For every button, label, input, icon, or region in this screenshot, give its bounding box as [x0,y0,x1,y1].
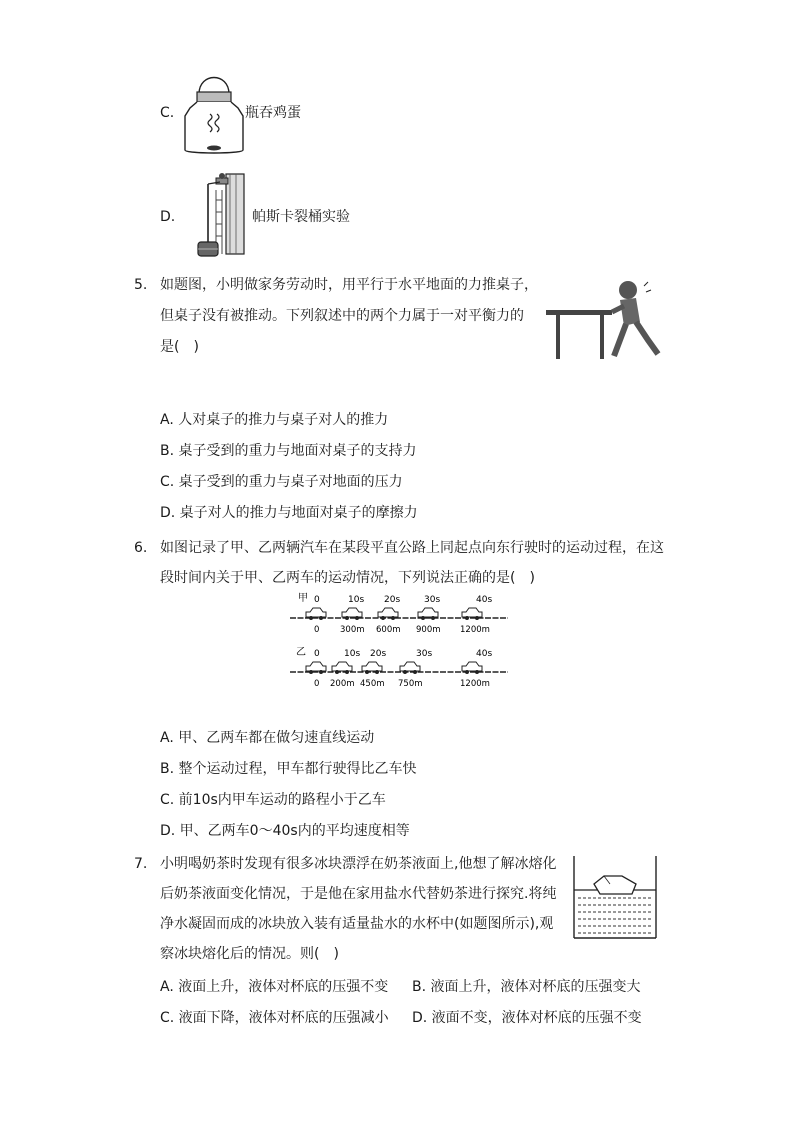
question-5-option-c[interactable]: C. 桌子受到的重力与桌子对地面的压力 [160,474,403,490]
car-b-distance-label: 750m [398,679,423,689]
question-7-option-c[interactable]: C. 液面下降，液体对杯底的压强减小 [160,1010,389,1026]
question-7-line-1: 小明喝奶茶时发现有很多冰块漂浮在奶茶液面上,他想了解冰熔化 [160,856,557,872]
question-6-line-2: 段时间内关于甲、乙两车的运动情况，下列说法正确的是( ) [160,570,535,586]
car-b-time-label: 40s [476,649,493,659]
question-6-option-a[interactable]: A. 甲、乙两车都在做匀速直线运动 [160,730,375,746]
jar-egg-illustration [180,64,248,158]
car-b-distance-label: 200m [330,679,355,689]
question-6-line-1: 如图记录了甲、乙两辆汽车在某段平直公路上同起点向东行驶时的运动过程，在这 [160,540,664,556]
question-7-number: 7. [134,856,148,872]
car-b-distance-label: 450m [360,679,385,689]
car-a-label: 甲 [298,593,308,604]
pascal-barrel-illustration [186,170,248,258]
question-5-line-2: 但桌子没有被推动。下列叙述中的两个力属于一对平衡力的 [160,308,524,324]
car-b-label: 乙 [296,647,306,658]
option-c-caption: 瓶吞鸡蛋 [245,105,301,121]
car-a-distance-label: 0 [314,625,320,635]
car-a-distance-label: 900m [416,625,441,635]
question-5-option-d[interactable]: D. 桌子对人的推力与地面对桌子的摩擦力 [160,505,418,521]
question-6-number: 6. [134,540,148,556]
question-6-option-d[interactable]: D. 甲、乙两车0～40s内的平均速度相等 [160,823,410,839]
car-b-distance-label: 1200m [460,679,490,689]
question-5-option-b[interactable]: B. 桌子受到的重力与地面对桌子的支持力 [160,443,417,459]
ice-cup-illustration [570,854,660,940]
question-7-line-3: 净水凝固而成的冰块放入装有适量盐水的水杯中(如题图所示),观 [160,916,554,932]
question-5-number: 5. [134,277,148,293]
question-6-option-b[interactable]: B. 整个运动过程，甲车都行驶得比乙车快 [160,761,417,777]
car-b-distance-label: 0 [314,679,320,689]
option-d-letter: D. [160,209,176,225]
car-a-distance-label: 600m [376,625,401,635]
car-a-distance-label: 1200m [460,625,490,635]
car-b-time-label: 20s [370,649,387,659]
question-7-option-b[interactable]: B. 液面上升，液体对杯底的压强变大 [412,979,641,995]
car-b-time-label: 30s [416,649,433,659]
car-a-time-label: 40s [476,595,493,605]
question-5-line-1: 如题图，小明做家务劳动时，用平行于水平地面的力推桌子， [160,277,538,293]
car-a-distance-label: 300m [340,625,365,635]
car-b-time-label: 10s [344,649,361,659]
option-c-letter: C. [160,105,175,121]
question-5-option-a[interactable]: A. 人对桌子的推力与桌子对人的推力 [160,412,389,428]
pushing-table-illustration [544,270,666,362]
question-7-option-d[interactable]: D. 液面不变，液体对杯底的压强不变 [412,1010,642,1026]
question-5-line-3: 是( ) [160,339,199,355]
question-6-option-c[interactable]: C. 前10s内甲车运动的路程小于乙车 [160,792,386,808]
car-b-time-label: 0 [314,649,320,659]
car-a-time-label: 30s [424,595,441,605]
car-a-time-label: 10s [348,595,365,605]
car-a-time-label: 20s [384,595,401,605]
car-a-time-label: 0 [314,595,320,605]
question-7-option-a[interactable]: A. 液面上升，液体对杯底的压强不变 [160,979,389,995]
question-7-line-4: 察冰块熔化后的情况。则( ) [160,946,339,962]
question-7-line-2: 后奶茶液面变化情况，于是他在家用盐水代替奶茶进行探究.将纯 [160,886,557,902]
car-motion-figure [286,588,516,692]
option-d-caption: 帕斯卡裂桶实验 [252,209,350,225]
